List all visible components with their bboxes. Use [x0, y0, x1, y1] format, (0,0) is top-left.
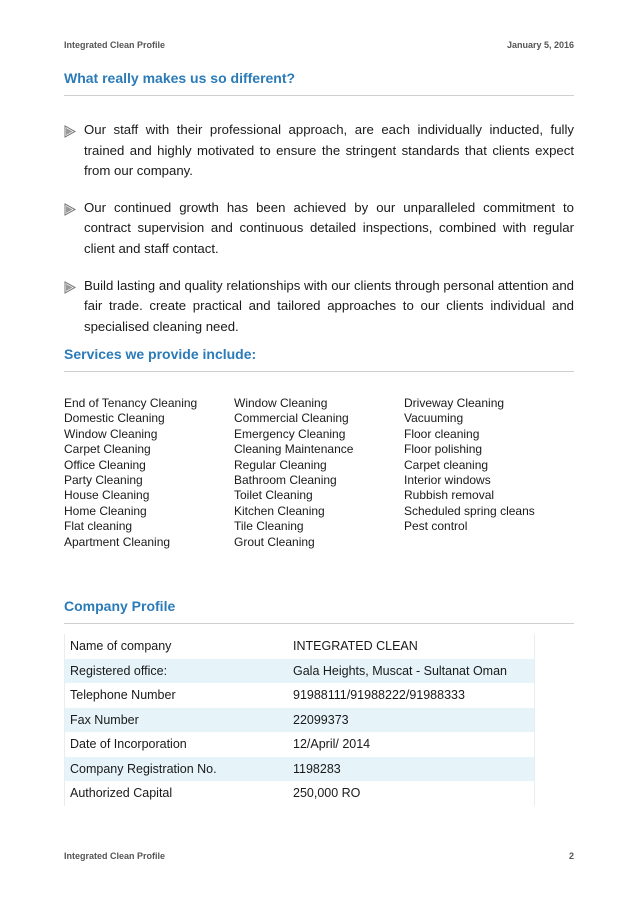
list-item	[64, 120, 574, 182]
list-item: End of Tenancy Cleaning	[64, 396, 198, 410]
header-date: January 5, 2016	[506, 40, 574, 50]
bullet-text: Build lasting and quality relationships with our clients through personal attention and fair trade. create practical and tailored approaches to our clients individual and specialised cleaning need.	[84, 277, 574, 334]
list-item: Home Cleaning	[64, 503, 147, 518]
list-item: Tile Cleaning	[234, 519, 304, 534]
table-row	[65, 732, 535, 757]
list-item: Kitchen Cleaning	[234, 503, 325, 518]
triangle-bullet-icon	[64, 120, 84, 182]
table-row	[65, 781, 535, 806]
list-item: Emergency Cleaning	[234, 426, 346, 441]
list-item: Floor polishing	[404, 442, 483, 457]
list-item: Party Cleaning	[64, 473, 143, 488]
list-item: Cleaning Maintenance	[234, 442, 354, 457]
list-item: Window Cleaning	[64, 426, 158, 441]
header-document-title: Integrated Clean Profile	[64, 40, 166, 50]
page-footer	[64, 851, 574, 861]
list-item: Window Cleaning	[234, 396, 328, 410]
list-item: Domestic Cleaning	[64, 411, 165, 426]
table-row	[65, 708, 535, 733]
list-item: Flat cleaning	[64, 519, 133, 534]
list-item	[64, 198, 574, 260]
row-value: 12/April/ 2014	[293, 737, 371, 752]
row-label: Authorized Capital	[70, 786, 173, 801]
list-item: Interior windows	[404, 473, 491, 488]
services-column-1	[64, 396, 234, 550]
triangle-bullet-icon	[64, 276, 84, 338]
section-title-services: Services we provide include:	[64, 346, 574, 372]
table-row	[65, 659, 535, 684]
table-row	[65, 683, 535, 708]
table-row	[65, 757, 535, 782]
list-item: Carpet cleaning	[404, 457, 489, 472]
row-value: 1198283	[285, 757, 535, 782]
list-item: Commercial Cleaning	[234, 411, 349, 426]
row-label: Company Registration No.	[65, 757, 286, 782]
services-column-2	[234, 396, 404, 550]
section-title-different: What really makes us so different?	[64, 70, 574, 96]
list-item: Regular Cleaning	[234, 457, 327, 472]
differentiators-list	[64, 120, 574, 353]
footer-document-title: Integrated Clean Profile	[64, 851, 166, 861]
services-column-3	[404, 396, 574, 550]
section-title-profile: Company Profile	[64, 598, 574, 624]
company-profile-table	[64, 634, 535, 806]
list-item: Bathroom Cleaning	[234, 473, 337, 488]
row-label: Fax Number	[65, 708, 286, 733]
bullet-text: Our staff with their professional approach, are each individually inducted, fully trained and highly motivated to ensure the stringent standards that clients expect from our company.	[84, 122, 574, 179]
page-header	[64, 40, 574, 50]
page-number: 2	[568, 851, 574, 861]
list-item: Floor cleaning	[404, 426, 480, 441]
row-label: Name of company	[70, 639, 172, 654]
row-label: Date of Incorporation	[70, 737, 187, 752]
triangle-bullet-icon	[64, 198, 84, 260]
list-item: Office Cleaning	[64, 457, 146, 472]
row-value: INTEGRATED CLEAN	[293, 639, 418, 654]
services-grid	[64, 396, 574, 550]
list-item	[64, 276, 574, 338]
row-value: 22099373	[285, 708, 535, 733]
table-row	[65, 634, 535, 659]
list-item: Driveway Cleaning	[404, 396, 505, 410]
row-value: 91988111/91988222/91988333	[293, 688, 465, 703]
list-item: Pest control	[404, 519, 468, 534]
bullet-text: Our continued growth has been achieved by our unparalleled commitment to contract supervision and continuous detailed inspections, combined with regular client and staff contact.	[84, 199, 574, 256]
list-item: Apartment Cleaning	[64, 534, 171, 549]
list-item: Vacuuming	[404, 411, 464, 426]
list-item: Carpet Cleaning	[64, 442, 151, 457]
list-item: Grout Cleaning	[234, 534, 315, 549]
row-label: Telephone Number	[70, 688, 176, 703]
row-value: Gala Heights, Muscat - Sultanat Oman	[285, 659, 535, 684]
list-item: Rubbish removal	[404, 488, 495, 503]
row-value: 250,000 RO	[293, 786, 361, 801]
list-item: Scheduled spring cleans	[404, 503, 535, 518]
list-item: Toilet Cleaning	[234, 488, 313, 503]
list-item: House Cleaning	[64, 488, 150, 503]
row-label: Registered office:	[65, 659, 286, 684]
